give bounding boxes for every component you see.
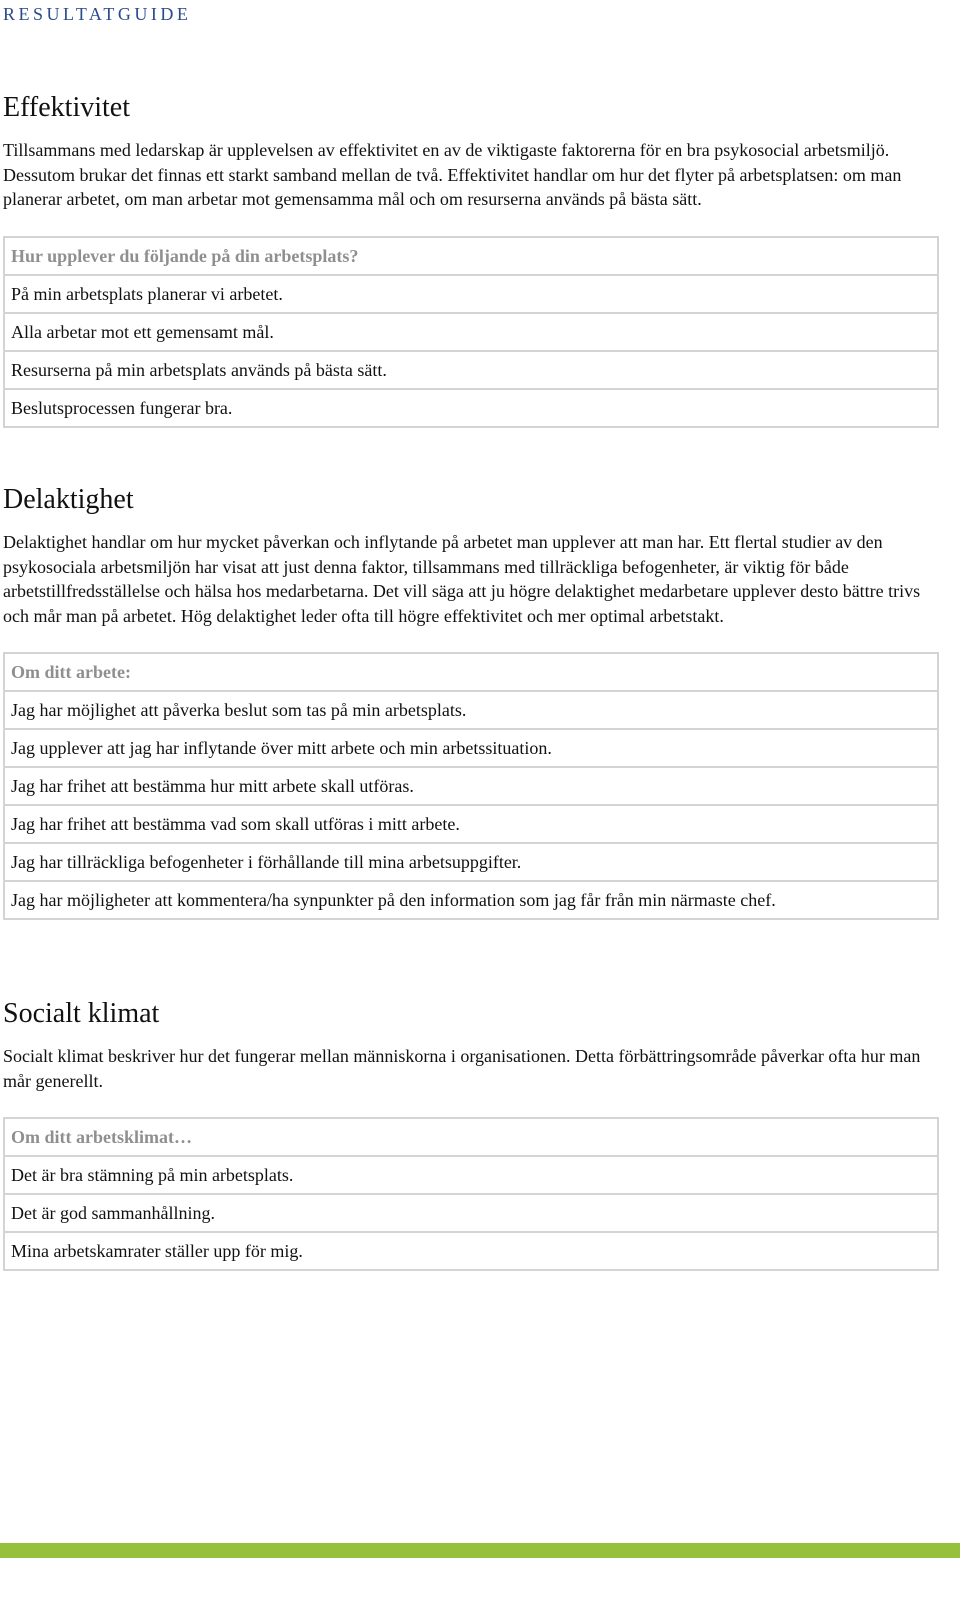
table-row: [4, 1156, 938, 1194]
question-table: [3, 652, 939, 920]
table-header-cell: Hur upplever du följande på din arbetsplats?: [4, 237, 938, 275]
table-row: [4, 275, 938, 313]
table-cell: Beslutsprocessen fungerar bra.: [4, 389, 938, 427]
table-cell: Jag upplever att jag har inflytande över mitt arbete och min arbetssituation.: [4, 729, 938, 767]
document-header-title: RESULTATGUIDE: [3, 4, 192, 24]
table-row: [4, 1194, 938, 1232]
table-row: [4, 881, 938, 919]
table-row: [4, 729, 938, 767]
section-paragraph: Delaktighet handlar om hur mycket påverkan och inflytande på arbetet man upplever att man har. Ett flertal studier av den psykosociala arbetsmiljön har visat att just denna faktor, tillsammans med tillräckliga befogenheter, är viktig för både arbetstillfredsställelse och hälsa hos medarbetarna. Det vill säga att ju högre delaktighet medarbetare upplever desto bättre trivs och mår man på arbetet. Hög delaktighet leder ofta till högre effektivitet och mer optimal arbetstakt.: [3, 532, 921, 626]
table-cell: Jag har frihet att bestämma hur mitt arbete skall utföras.: [4, 767, 938, 805]
table-cell: Det är bra stämning på min arbetsplats.: [4, 1156, 938, 1194]
table-cell: Jag har möjligheter att kommentera/ha synpunkter på den information som jag får från min närmaste chef.: [4, 881, 938, 919]
table-cell: På min arbetsplats planerar vi arbetet.: [4, 275, 938, 313]
table-header-cell: Om ditt arbete:: [4, 653, 938, 691]
table-row: [4, 351, 938, 389]
table-cell: Resurserna på min arbetsplats används på bästa sätt.: [4, 351, 938, 389]
section-heading: Effektivitet: [3, 92, 130, 123]
table-row: [4, 389, 938, 427]
table-cell: Jag har möjlighet att påverka beslut som tas på min arbetsplats.: [4, 691, 938, 729]
section-effektivitet: [3, 90, 943, 428]
section-socialt-klimat: [3, 996, 943, 1271]
section-delaktighet: [3, 482, 943, 920]
table-header-row: [4, 237, 938, 275]
table-cell: Jag har tillräckliga befogenheter i förhållande till mina arbetsuppgifter.: [4, 843, 938, 881]
table-row: [4, 767, 938, 805]
table-cell: Jag har frihet att bestämma vad som skall utföras i mitt arbete.: [4, 805, 938, 843]
table-cell: Alla arbetar mot ett gemensamt mål.: [4, 313, 938, 351]
question-table: [3, 236, 939, 428]
table-header-cell: Om ditt arbetsklimat…: [4, 1118, 938, 1156]
section-heading: Delaktighet: [3, 484, 134, 515]
question-table: [3, 1117, 939, 1271]
table-row: [4, 843, 938, 881]
table-cell: Mina arbetskamrater ställer upp för mig.: [4, 1232, 938, 1270]
table-header-row: [4, 653, 938, 691]
section-heading: Socialt klimat: [3, 998, 160, 1029]
table-row: [4, 805, 938, 843]
table-header-row: [4, 1118, 938, 1156]
section-paragraph: Socialt klimat beskriver hur det fungerar mellan människorna i organisationen. Detta förbättringsområde påverkar ofta hur man mår generellt.: [3, 1046, 921, 1091]
table-row: [4, 313, 938, 351]
footer-bar: [0, 1543, 960, 1558]
table-cell: Det är god sammanhållning.: [4, 1194, 938, 1232]
table-row: [4, 1232, 938, 1270]
table-row: [4, 691, 938, 729]
section-paragraph: Tillsammans med ledarskap är upplevelsen av effektivitet en av de viktigaste faktorerna för en bra psykosocial arbetsmiljö. Dessutom brukar det finnas ett starkt samband mellan de två. Effektivitet handlar om hur det flyter på arbetsplatsen: om man planerar arbetet, om man arbetar mot gemensamma mål och om resurserna används på bästa sätt.: [3, 140, 902, 209]
